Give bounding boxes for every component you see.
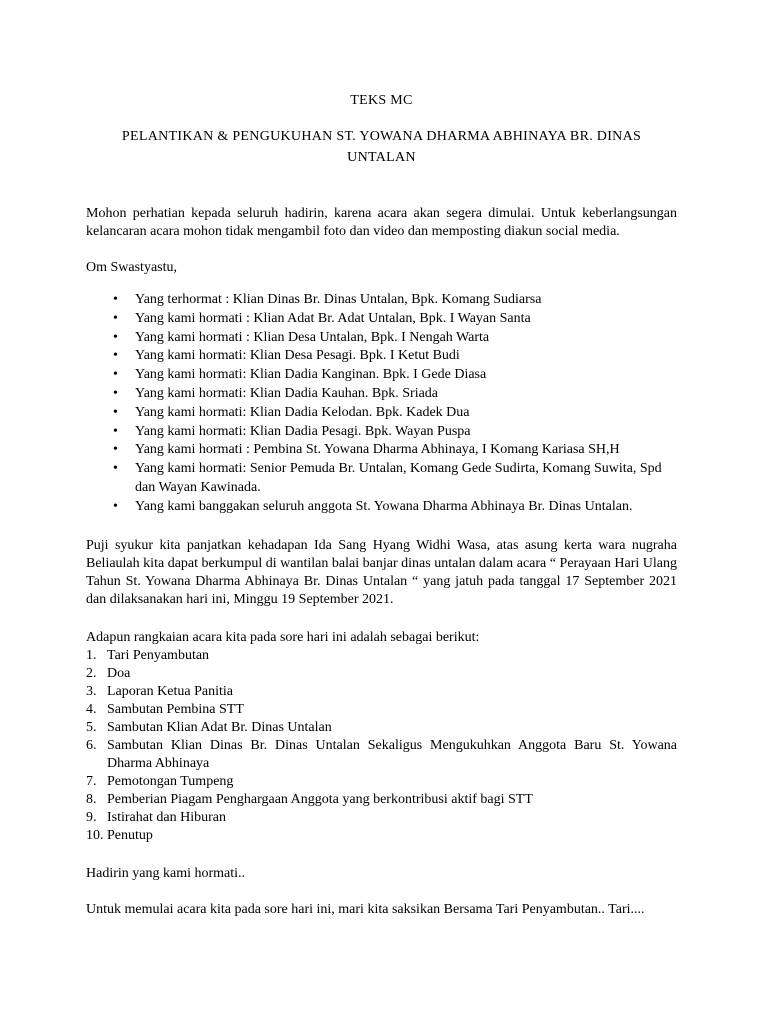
agenda-number: 6. <box>86 737 97 753</box>
agenda-number: 3. <box>86 683 97 699</box>
greeting: Om Swastyastu, <box>86 260 177 275</box>
honoree-item: • Yang kami hormati: Klian Dadia Kauhan. Bpk. Sriada <box>135 385 677 404</box>
agenda-number: 9. <box>86 809 97 825</box>
agenda-number: 4. <box>86 701 97 717</box>
agenda-item <box>86 773 677 791</box>
honoree-item: • Yang kami hormati : Klian Adat Br. Adat Untalan, Bpk. I Wayan Santa <box>135 310 677 329</box>
honoree-item: • Yang kami hormati : Klian Desa Untalan, Bpk. I Nengah Warta <box>135 329 677 348</box>
agenda-text: Sambutan Klian Dinas Br. Dinas Untalan Sekaligus Mengukuhkan Anggota Baru St. Yowana Dharma Abhinaya <box>107 737 677 771</box>
agenda-item <box>86 737 677 773</box>
agenda-number: 2. <box>86 665 97 681</box>
honoree-item: • Yang kami hormati : Pembina St. Yowana Dharma Abhinaya, I Komang Kariasa SH,H <box>135 441 677 460</box>
honoree-list <box>86 291 677 517</box>
agenda-text: Sambutan Klian Adat Br. Dinas Untalan <box>107 719 332 735</box>
agenda-item <box>86 809 677 827</box>
closing-paragraph: Untuk memulai acara kita pada sore hari ini, mari kita saksikan Bersama Tari Penyambutan.. Tari.... <box>86 901 645 917</box>
intro-paragraph: Mohon perhatian kepada seluruh hadirin, karena acara akan segera dimulai. Untuk keberlangsungan kelancaran acara mohon tidak mengambil foto dan video dan memposting diakun social media. <box>86 206 677 239</box>
gratitude-paragraph: Puji syukur kita panjatkan kehadapan Ida Sang Hyang Widhi Wasa, atas asung kerta wara nugraha Beliaulah kita dapat berkumpul di wantilan balai banjar dinas untalan dalam acara “ Perayaan Hari Ulang Tahun St. Yowana Dharma Abhinaya Br. Dinas Untalan “ yang jatuh pada tanggal 17 September 2021 dan dilaksanakan hari ini, Minggu 19 September 2021. <box>86 537 677 607</box>
agenda-text: Penutup <box>107 827 153 843</box>
honoree-item: • Yang kami banggakan seluruh anggota St. Yowana Dharma Abhinaya Br. Dinas Untalan. <box>135 498 677 517</box>
document-subtitle: PELANTIKAN & PENGUKUHAN ST. YOWANA DHARMA ABHINAYA BR. DINAS UNTALAN <box>121 129 642 165</box>
agenda-text: Sambutan Pembina STT <box>107 701 244 717</box>
agenda-number: 5. <box>86 719 97 735</box>
honoree-item: • Yang terhormat : Klian Dinas Br. Dinas Untalan, Bpk. Komang Sudiarsa <box>135 291 677 310</box>
agenda-text: Pemotongan Tumpeng <box>107 773 234 789</box>
honoree-item: • Yang kami hormati: Klian Desa Pesagi. Bpk. I Ketut Budi <box>135 347 677 366</box>
agenda-number: 7. <box>86 773 97 789</box>
honoree-item: • Yang kami hormati: Klian Dadia Kelodan. Bpk. Kadek Dua <box>135 404 677 423</box>
agenda-item <box>86 647 677 665</box>
agenda-text: Laporan Ketua Panitia <box>107 683 233 699</box>
agenda-item <box>86 791 677 809</box>
agenda-number: 8. <box>86 791 97 807</box>
agenda-list <box>86 647 677 845</box>
honoree-item: • Yang kami hormati: Klian Dadia Pesagi. Bpk. Wayan Puspa <box>135 423 677 442</box>
agenda-text: Doa <box>107 665 131 681</box>
document-title: TEKS MC <box>350 93 413 108</box>
agenda-number: 1. <box>86 647 97 663</box>
agenda-item <box>86 701 677 719</box>
document-page <box>86 92 677 919</box>
agenda-item <box>86 665 677 683</box>
agenda-item <box>86 683 677 701</box>
agenda-text: Pemberian Piagam Penghargaan Anggota yang berkontribusi aktif bagi STT <box>107 791 533 807</box>
agenda-intro: Adapun rangkaian acara kita pada sore hari ini adalah sebagai berikut: <box>86 629 480 645</box>
agenda-number: 10. <box>86 827 104 843</box>
agenda-item <box>86 719 677 737</box>
agenda-text: Tari Penyambutan <box>107 647 210 663</box>
honoree-item: • Yang kami hormati: Klian Dadia Kanginan. Bpk. I Gede Diasa <box>135 366 677 385</box>
hadirin-line: Hadirin yang kami hormati.. <box>86 865 246 881</box>
agenda-item <box>86 827 677 845</box>
agenda-text: Istirahat dan Hiburan <box>107 809 226 825</box>
honoree-item: • Yang kami hormati: Senior Pemuda Br. Untalan, Komang Gede Sudirta, Komang Suwita, Spd dan Wayan Kawinada. <box>135 460 677 498</box>
